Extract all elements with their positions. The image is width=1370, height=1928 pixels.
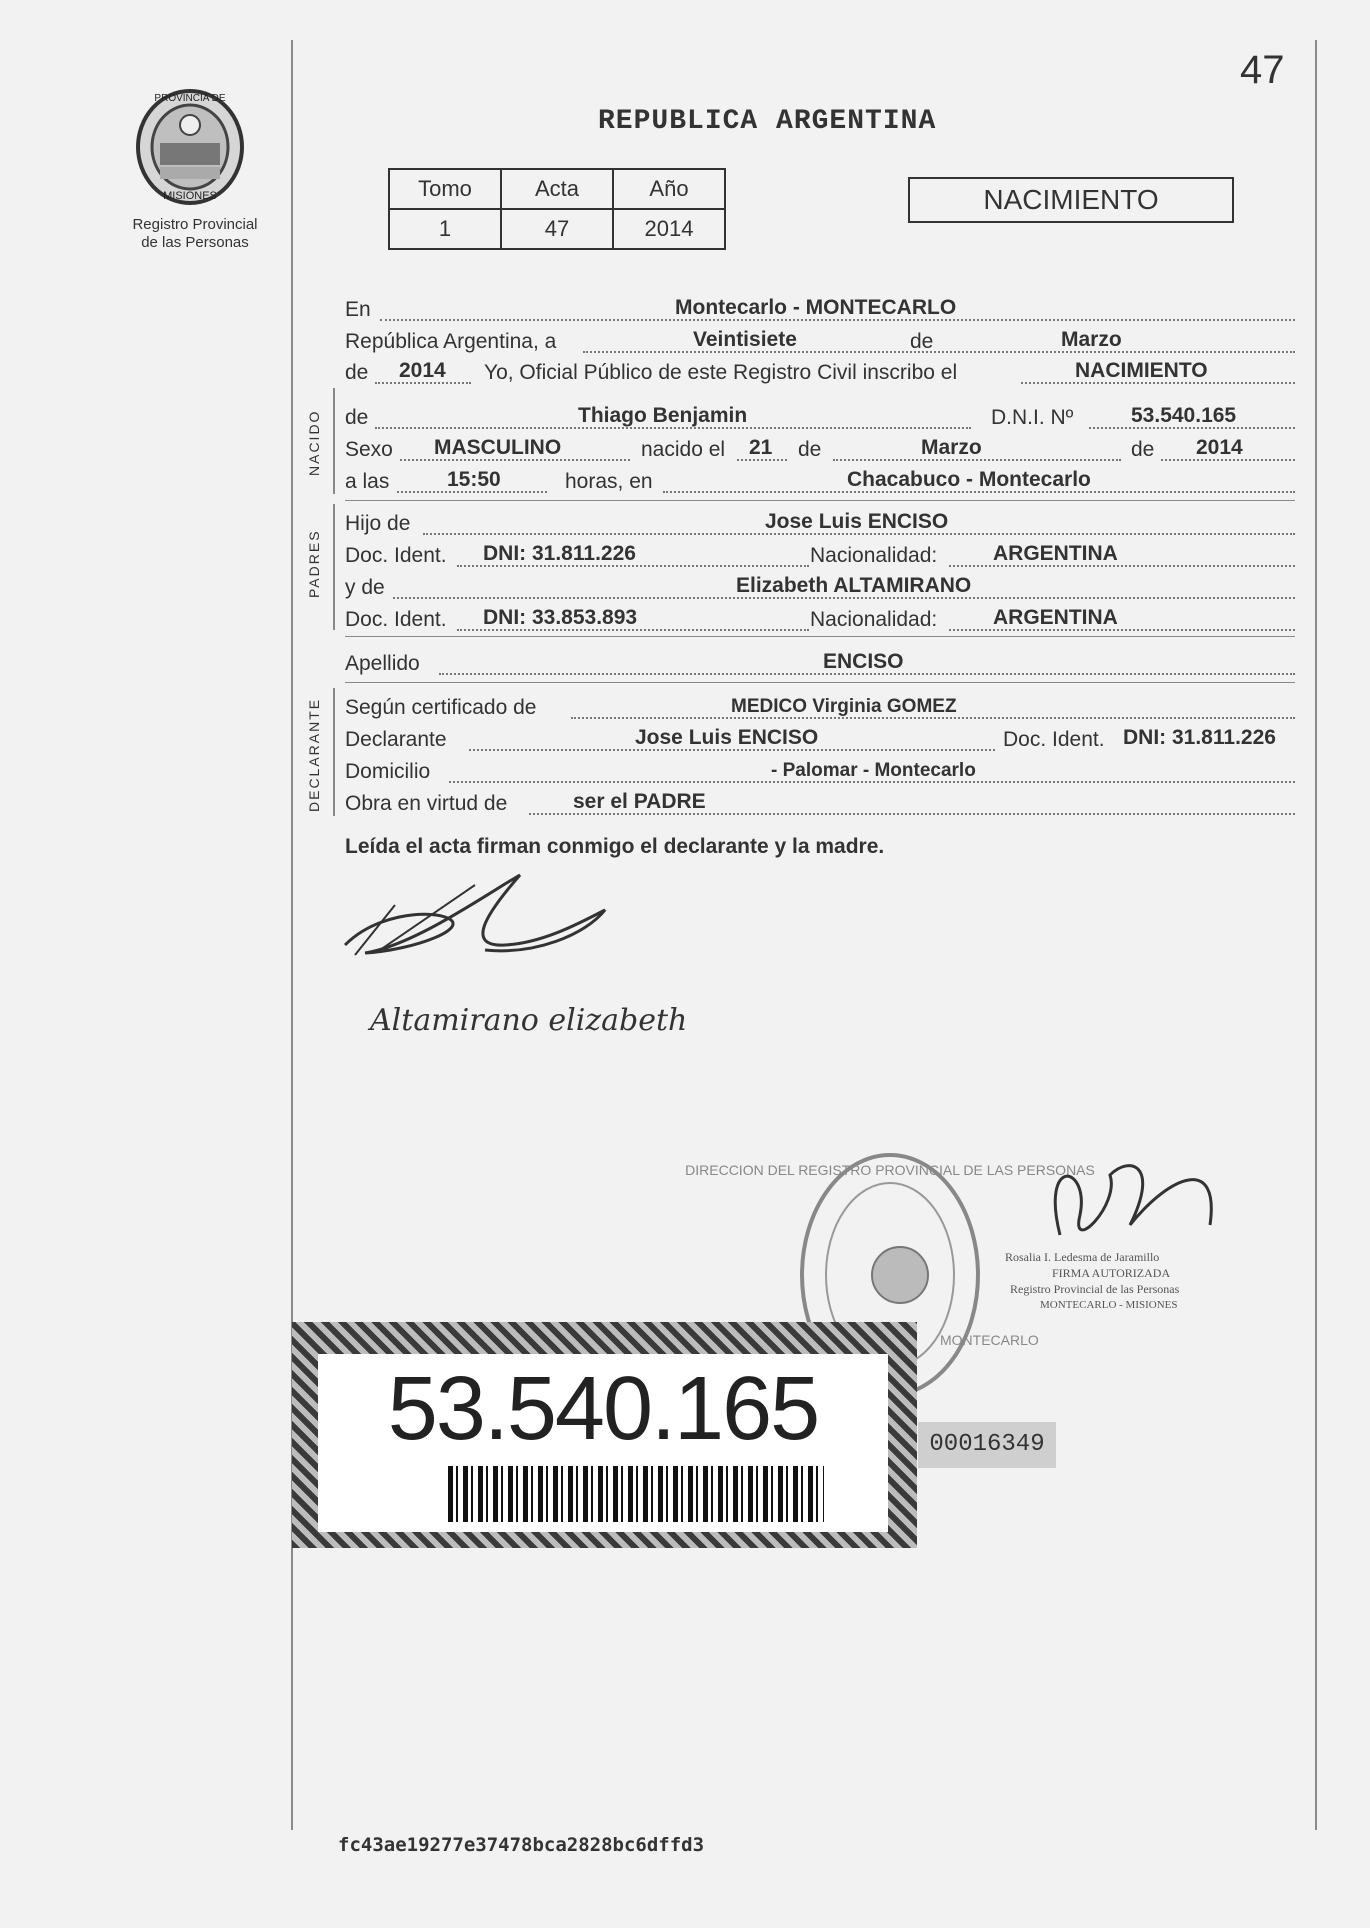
record-table	[388, 168, 726, 250]
record-table-value-row	[389, 209, 725, 249]
declarante-label: Declarante	[345, 728, 447, 751]
mother-name-value: Elizabeth ALTAMIRANO	[736, 574, 972, 597]
father-row	[345, 508, 1295, 538]
domicilio-label: Domicilio	[345, 760, 431, 783]
father-doc-row	[345, 540, 1295, 570]
provincial-seal-icon	[130, 85, 250, 210]
official-signature-icon	[335, 855, 615, 965]
y-de-label: y de	[345, 576, 385, 599]
org-name	[100, 216, 290, 252]
de-label: de	[910, 330, 934, 353]
acta-value: 47	[501, 209, 613, 249]
record-table-header-row	[389, 169, 725, 209]
birth-day-value: 21	[749, 436, 773, 459]
mother-doc-label: Doc. Ident.	[345, 608, 447, 631]
ano-header: Año	[613, 169, 725, 209]
de-month-label: de	[798, 438, 822, 461]
de-year-label: de	[1131, 438, 1155, 461]
declarante-side-line	[333, 688, 335, 816]
mother-doc-value: DNI: 33.853.893	[483, 606, 638, 629]
de2-label: de	[345, 361, 369, 384]
obra-row	[345, 788, 1295, 818]
birth-time-value: 15:50	[447, 468, 501, 491]
father-nac-label: Nacionalidad:	[810, 544, 938, 567]
dni-label: D.N.I. Nº	[991, 406, 1074, 429]
divider-2	[345, 636, 1295, 637]
divider-3	[345, 682, 1295, 683]
horas-label: horas, en	[565, 470, 653, 493]
nacido-section-label: NACIDO	[306, 409, 322, 476]
official-name: Rosalia I. Ledesma de Jaramillo	[1005, 1250, 1160, 1264]
mother-signature-icon	[365, 985, 765, 1045]
acta-header: Acta	[501, 169, 613, 209]
day-value: Veintisiete	[693, 328, 797, 351]
declarante-doc-label: Doc. Ident.	[1003, 728, 1105, 751]
child-dni-value: 53.540.165	[1131, 404, 1237, 427]
father-doc-label: Doc. Ident.	[345, 544, 447, 567]
dni-sticker	[292, 1322, 917, 1548]
nacido-el-label: nacido el	[641, 438, 726, 461]
hijo-de-label: Hijo de	[345, 512, 411, 535]
document-title: REPUBLICA ARGENTINA	[598, 106, 937, 137]
father-name-value: Jose Luis ENCISO	[765, 510, 949, 533]
republica-label: República Argentina, a	[345, 330, 557, 353]
certificado-row	[345, 692, 1295, 722]
certificado-value: MEDICO Virginia GOMEZ	[731, 696, 957, 717]
intro-place-row	[345, 294, 1295, 324]
birth-year-value: 2014	[1196, 436, 1243, 459]
obra-label: Obra en virtud de	[345, 792, 508, 815]
closing-statement: Leída el acta firman conmigo el declarante y la madre.	[345, 835, 885, 858]
official-title: FIRMA AUTORIZADA	[1052, 1266, 1171, 1280]
document-hash: fc43ae19277e37478bca2828bc6dffd3	[338, 1834, 705, 1856]
stamp-office-text: MONTECARLO	[940, 1332, 1039, 1348]
birth-month-value: Marzo	[921, 436, 982, 459]
page-number: 47	[1240, 48, 1285, 92]
record-type-box: NACIMIENTO	[908, 177, 1234, 223]
father-nac-value: ARGENTINA	[993, 542, 1118, 565]
declarante-row	[345, 724, 1295, 754]
month-value: Marzo	[1061, 328, 1122, 351]
seal-top-text: PROVINCIA DE	[154, 93, 226, 104]
inscribo-label: Yo, Oficial Público de este Registro Civil inscribo el	[484, 361, 958, 384]
declarante-value: Jose Luis ENCISO	[635, 726, 819, 749]
declarante-section-label: DECLARANTE	[306, 697, 322, 812]
sticker-panel	[318, 1354, 888, 1532]
mother-doc-row	[345, 604, 1295, 634]
stamp-ring-text: DIRECCION DEL REGISTRO PROVINCIAL DE LAS PERSONAS	[685, 1162, 1095, 1178]
intro-date-row	[345, 326, 1295, 356]
tomo-value: 1	[389, 209, 501, 249]
mother-signature-text: Altamirano elizabeth	[370, 1003, 688, 1038]
mother-row	[345, 572, 1295, 602]
intro-inscribo-row	[345, 357, 1295, 387]
apellido-value: ENCISO	[823, 650, 904, 673]
place-value: Montecarlo - MONTECARLO	[675, 296, 957, 319]
apellido-label: Apellido	[345, 652, 420, 675]
tomo-header: Tomo	[389, 169, 501, 209]
nacido-name-row	[345, 402, 1295, 432]
org-line-2: de las Personas	[141, 234, 249, 251]
left-margin-line	[291, 40, 293, 1830]
mother-nac-value: ARGENTINA	[993, 606, 1118, 629]
domicilio-value: - Palomar - Montecarlo	[771, 760, 976, 781]
nacido-time-row	[345, 466, 1295, 496]
seal-bottom-text: MISIONES	[163, 190, 217, 202]
divider-1	[345, 500, 1295, 501]
apellido-row	[345, 648, 1295, 678]
official-place: MONTECARLO - MISIONES	[1040, 1299, 1178, 1311]
certificado-label: Según certificado de	[345, 696, 537, 719]
mother-nac-label: Nacionalidad:	[810, 608, 938, 631]
de-name-label: de	[345, 406, 369, 429]
official-org: Registro Provincial de las Personas	[1010, 1282, 1180, 1296]
sexo-value: MASCULINO	[434, 436, 562, 459]
obra-value: ser el PADRE	[573, 790, 706, 813]
right-margin-line	[1315, 40, 1317, 1830]
padres-side-line	[333, 504, 335, 630]
nacido-sexo-row	[345, 434, 1295, 464]
a-las-label: a las	[345, 470, 390, 493]
org-line-1: Registro Provincial	[132, 216, 258, 233]
inscribo-value: NACIMIENTO	[1075, 359, 1208, 382]
declarante-doc-value: DNI: 31.811.226	[1123, 726, 1276, 749]
nacido-side-line	[333, 388, 335, 494]
sexo-label: Sexo	[345, 438, 393, 461]
birth-place-value: Chacabuco - Montecarlo	[847, 468, 1091, 491]
domicilio-row	[345, 756, 1295, 786]
serial-number: 00016349	[918, 1422, 1056, 1468]
ano-value: 2014	[613, 209, 725, 249]
en-label: En	[345, 298, 371, 321]
child-name-value: Thiago Benjamin	[578, 404, 748, 427]
father-doc-value: DNI: 31.811.226	[483, 542, 636, 565]
sticker-number: 53.540.165	[387, 1359, 819, 1459]
padres-section-label: PADRES	[306, 529, 322, 598]
barcode-icon	[448, 1466, 824, 1522]
year-value: 2014	[399, 359, 446, 382]
